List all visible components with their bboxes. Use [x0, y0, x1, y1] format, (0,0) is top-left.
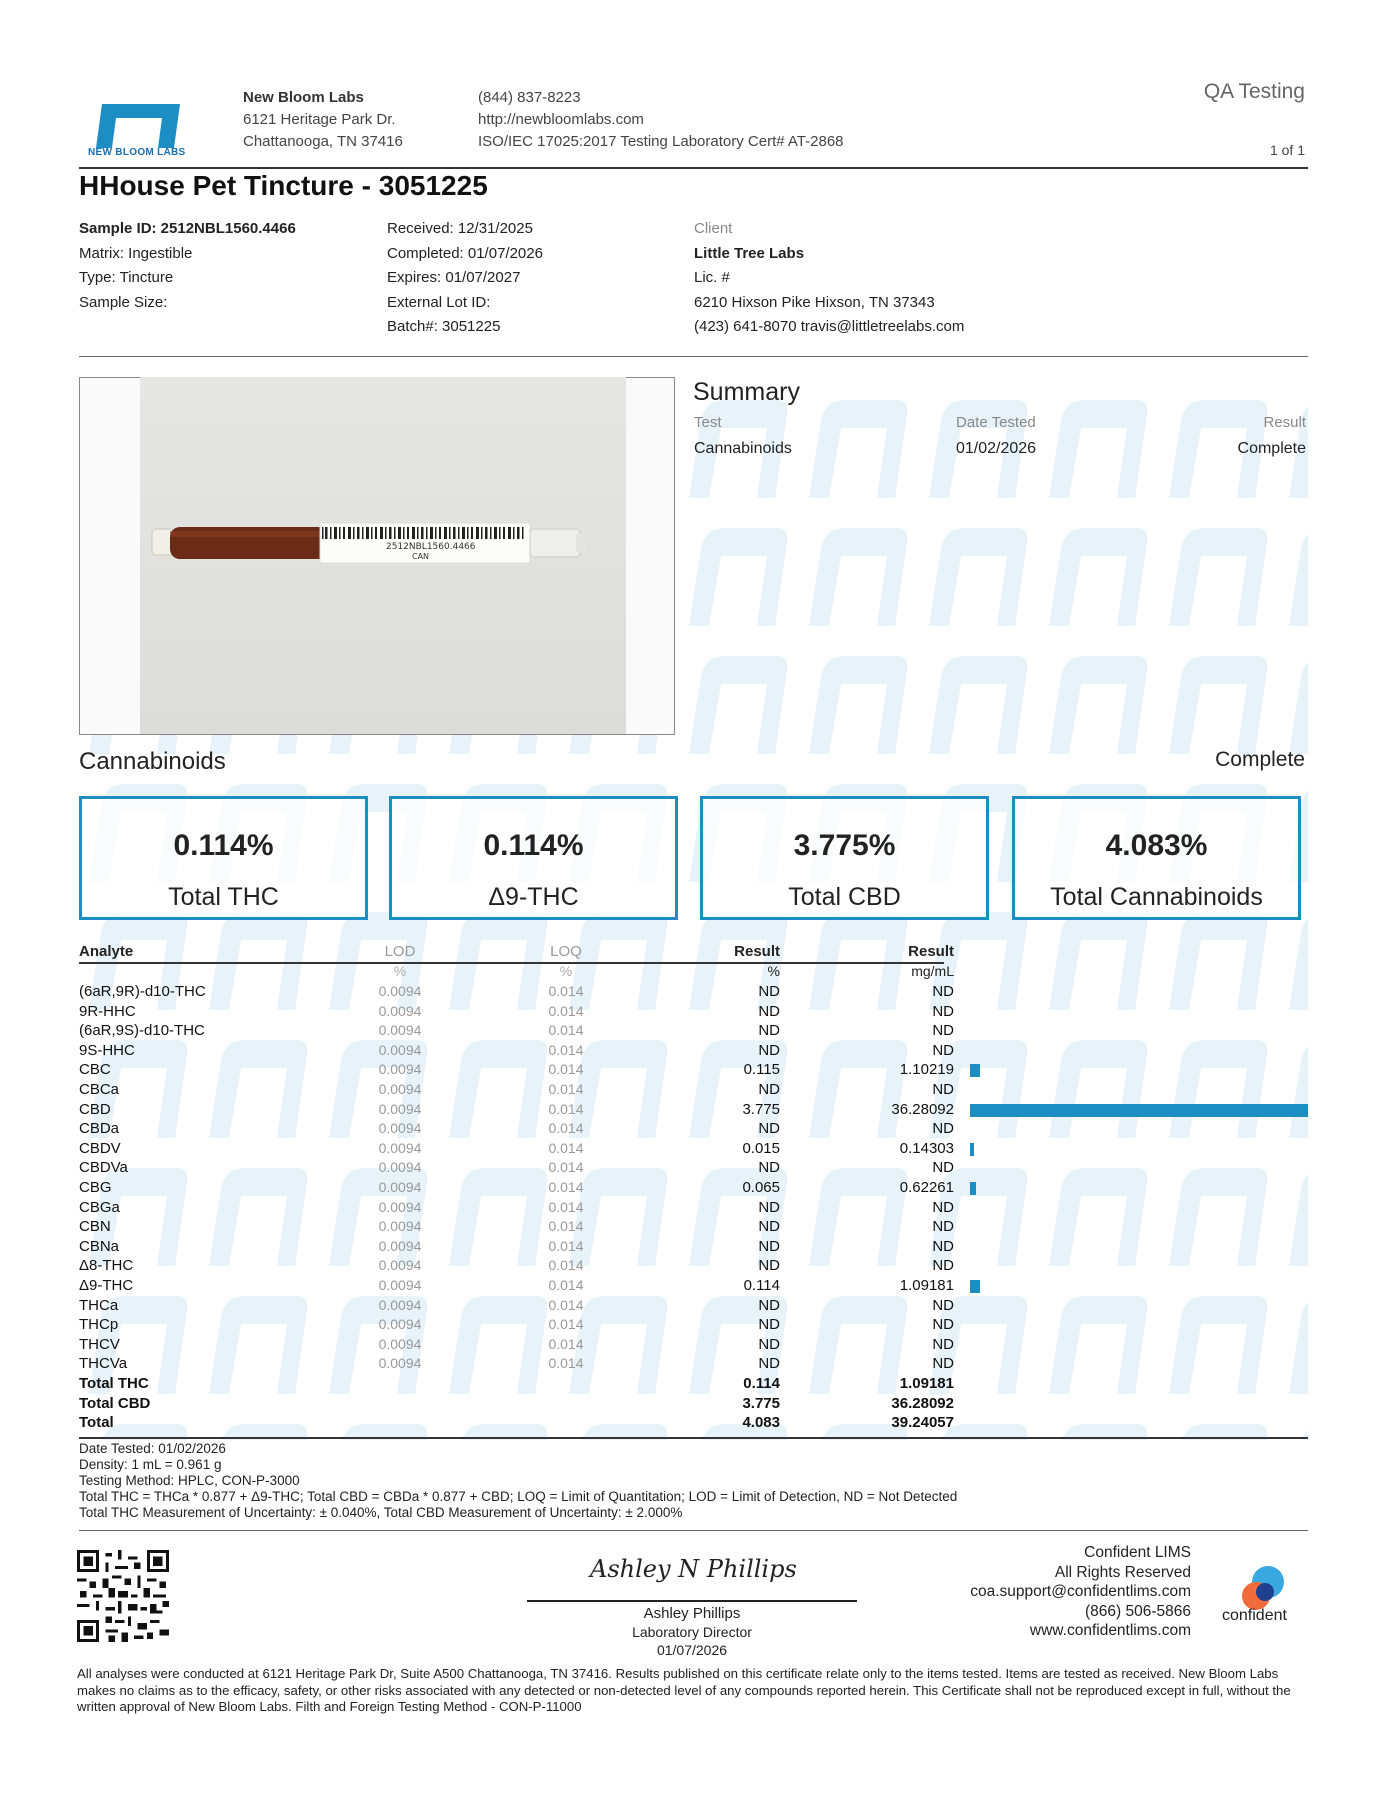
analyte-name: THCV [79, 1335, 120, 1353]
result-bar [970, 1104, 1308, 1117]
d9-thc-tile [389, 796, 678, 920]
table-bottom-divider [79, 1437, 1308, 1439]
tile-value: 4.083% [1105, 829, 1208, 862]
sample-info [79, 217, 296, 315]
sample-id: Sample ID: 2512NBL1560.4466 [79, 220, 296, 237]
lab-certification: ISO/IEC 17025:2017 Testing Laboratory Cert# AT-2868 [478, 133, 844, 150]
result-mg-per-ml: ND [932, 1022, 954, 1040]
lod-value: 0.0094 [378, 1022, 422, 1039]
table-total-row [0, 1394, 1391, 1414]
table-row [0, 1041, 1391, 1061]
summary-title: Summary [693, 378, 800, 406]
loq-value: 0.014 [548, 1120, 584, 1137]
lab-phone: (844) 837-8223 [478, 89, 581, 106]
result-mg-per-ml: ND [932, 1355, 954, 1373]
received-date: Received: 12/31/2025 [387, 220, 533, 237]
result-mg-per-ml: ND [932, 1002, 954, 1020]
result-bar [970, 1280, 980, 1293]
loq-value: 0.014 [548, 1061, 584, 1078]
loq-value: 0.014 [548, 1002, 584, 1019]
lod-value: 0.0094 [378, 1179, 422, 1195]
result-mg-per-ml: ND [932, 1198, 954, 1216]
loq-value: 0.014 [548, 1335, 584, 1352]
analyte-name: (6aR,9R)-d10-THC [79, 983, 206, 1000]
lab-website: http://newbloomlabs.com [478, 111, 644, 128]
result-mg-per-ml: 1.09181 [899, 1277, 954, 1294]
loq-value: 0.014 [548, 1355, 584, 1372]
result-mg-per-ml: ND [932, 1041, 954, 1059]
barcode-id: 2512NBL1560.4466 [386, 542, 476, 552]
result-mg-per-ml: ND [932, 1159, 954, 1177]
qr-code [77, 1550, 169, 1642]
analyte-name: CBG [79, 1179, 112, 1196]
lod-value: 0.0094 [378, 1316, 422, 1333]
result-percent: ND [758, 1159, 780, 1177]
lod-value: 0.0094 [378, 1120, 422, 1137]
lod-value: 0.0094 [378, 1139, 422, 1156]
result-percent: ND [758, 1198, 780, 1216]
notes-uncertainty: Total THC Measurement of Uncertainty: ± 0.040%, Total CBD Measurement of Uncertainty: ± 2.000% [79, 1505, 683, 1520]
analyte-name: THCVa [79, 1355, 128, 1373]
lab-address-line1: 6121 Heritage Park Dr. [243, 111, 396, 128]
result-percent: ND [758, 1120, 780, 1138]
client-name: Little Tree Labs [694, 244, 805, 262]
table-row [0, 1354, 1391, 1374]
analyte-name: CBD [79, 1100, 111, 1118]
loq-value: 0.014 [548, 1022, 584, 1039]
analyte-name: Δ8-THC [79, 1257, 134, 1275]
summary-test: Cannabinoids [694, 440, 792, 457]
disclaimer: All analyses were conducted at 6121 Heritage Park Dr, Suite A500 Chattanooga, TN 37416. Results published on this certificate relate only to the items tested. Items are tested as received. New Bloom Labs makes no claims as to the efficacy, safety, or other risks associated with any detected or non-detected level of any compounds reported herein. This Certificate shall not be reproduced except in full, without the written approval of New Bloom Labs. Filth and Foreign Testing Method - CON-P-11000 [77, 1666, 1291, 1714]
loq-value: 0.014 [548, 983, 584, 999]
signatory-name: Ashley Phillips [643, 1605, 741, 1622]
result-percent: ND [758, 1081, 780, 1098]
result-percent: ND [758, 1041, 780, 1059]
unit-lod: % [393, 963, 407, 979]
result-percent: ND [758, 1316, 780, 1334]
lod-value: 0.0094 [378, 1257, 422, 1274]
analyte-name: Δ9-THC [79, 1277, 134, 1294]
loq-value: 0.014 [548, 1218, 584, 1235]
result-percent: ND [758, 1296, 780, 1314]
loq-value: 0.014 [548, 1081, 584, 1097]
summary-date: 01/02/2026 [956, 440, 1037, 457]
result-mg-per-ml: 1.10219 [899, 1061, 954, 1079]
result-bar [970, 1064, 980, 1077]
lod-value: 0.0094 [378, 1335, 422, 1352]
lab-address-block [243, 87, 403, 153]
tile-label: Total THC [168, 883, 279, 911]
lims-email: coa.support@confidentlims.com [970, 1583, 1191, 1600]
client-info [694, 217, 964, 340]
result-percent: ND [758, 1237, 780, 1255]
analyte-name: (6aR,9S)-d10-THC [79, 1022, 205, 1040]
notes-date-tested: Date Tested: 01/02/2026 [79, 1441, 226, 1456]
lod-value: 0.0094 [378, 1041, 422, 1058]
table-row [0, 1060, 1391, 1080]
table-total-row [0, 1413, 1391, 1433]
result-mg-per-ml: 1.09181 [899, 1375, 954, 1392]
result-bar [970, 1182, 976, 1195]
lims-rights: All Rights Reserved [1054, 1563, 1191, 1581]
lod-value: 0.0094 [378, 1061, 422, 1078]
analyte-name: Total THC [79, 1375, 149, 1392]
result-mg-per-ml: ND [932, 1257, 954, 1275]
header-result-mg: Result [908, 943, 954, 960]
result-mg-per-ml: ND [932, 1316, 954, 1334]
total-cannabinoids-tile [1012, 796, 1301, 920]
total-cbd-tile [700, 796, 989, 920]
result-mg-per-ml: ND [932, 1218, 954, 1236]
tile-label: Total Cannabinoids [1050, 883, 1263, 911]
lod-value: 0.0094 [378, 1100, 422, 1117]
table-row [0, 1315, 1391, 1335]
result-percent: 0.115 [743, 1061, 780, 1079]
loq-value: 0.014 [548, 1257, 584, 1274]
tile-value: 0.114% [173, 829, 274, 862]
analyte-name: CBGa [79, 1198, 120, 1216]
syringe-image [140, 377, 626, 734]
result-percent: ND [758, 1335, 780, 1353]
result-mg-per-ml: 0.62261 [899, 1179, 954, 1196]
page-number: 1 of 1 [1269, 142, 1305, 158]
signature-line [527, 1600, 857, 1602]
table-row [0, 1002, 1391, 1022]
analyte-name: THCp [79, 1316, 119, 1334]
director-signature [580, 1545, 810, 1590]
barcode-tag: CAN [412, 552, 430, 561]
signature-date: 01/07/2026 [656, 1642, 728, 1658]
sample-size: Sample Size: [79, 293, 168, 311]
table-row [0, 1237, 1391, 1257]
notes-formula: Total THC = THCa * 0.877 + Δ9-THC; Total CBD = CBDa * 0.877 + CBD; LOQ = Limit of Quantitation; LOD = Limit of Detection, ND = Not Detected [79, 1489, 958, 1504]
lod-value: 0.0094 [378, 1218, 422, 1235]
result-percent: ND [758, 1022, 780, 1040]
loq-value: 0.014 [548, 1277, 584, 1293]
lod-value: 0.0094 [378, 1237, 422, 1254]
result-percent: 0.114 [743, 1375, 780, 1392]
loq-value: 0.014 [548, 1179, 584, 1195]
expires-date: Expires: 01/07/2027 [387, 269, 521, 286]
unit-loq: % [559, 963, 573, 979]
result-mg-per-ml: 36.28092 [891, 1100, 954, 1118]
table-row [0, 1178, 1391, 1198]
result-percent: ND [758, 1355, 780, 1373]
result-mg-per-ml: ND [932, 1120, 954, 1138]
test-notes [79, 1441, 957, 1521]
client-license: Lic. # [694, 269, 730, 286]
analyte-name: CBDV [79, 1139, 121, 1157]
loq-value: 0.014 [548, 1100, 584, 1117]
client-address: 6210 Hixson Pike Hixson, TN 37343 [694, 293, 935, 311]
report-type: QA Testing [1203, 80, 1305, 103]
info-divider [79, 356, 1308, 357]
loq-value: 0.014 [548, 1041, 584, 1058]
table-row [0, 1296, 1391, 1316]
lims-name: Confident LIMS [1084, 1544, 1191, 1561]
analyte-name: CBDVa [79, 1159, 128, 1177]
cannabinoids-title: Cannabinoids [79, 748, 226, 775]
sample-matrix: Matrix: Ingestible [79, 244, 193, 262]
lod-value: 0.0094 [378, 1081, 422, 1097]
loq-value: 0.014 [548, 1237, 584, 1254]
result-percent: 0.015 [742, 1139, 780, 1157]
table-row [0, 1021, 1391, 1041]
header-lod: LOD [384, 943, 416, 960]
result-mg-per-ml: ND [932, 1081, 954, 1098]
analyte-name: 9R-HHC [79, 1002, 136, 1020]
result-mg-per-ml: ND [932, 1237, 954, 1255]
summary-header-result: Result [1263, 414, 1306, 431]
notes-divider [79, 1530, 1308, 1531]
sample-dates [387, 217, 543, 340]
table-row [0, 1139, 1391, 1159]
lod-value: 0.0094 [378, 1277, 422, 1293]
summary-header-date: Date Tested [956, 414, 1036, 431]
unit-result-pct: % [767, 963, 780, 979]
table-row [0, 1217, 1391, 1237]
result-mg-per-ml: ND [932, 1335, 954, 1353]
lod-value: 0.0094 [378, 1159, 422, 1176]
tile-label: Δ9-THC [488, 883, 579, 911]
sample-type: Type: Tincture [79, 269, 174, 286]
result-mg-per-ml: ND [932, 1296, 954, 1314]
result-percent: ND [758, 1218, 780, 1236]
table-row [0, 1080, 1391, 1100]
result-percent: 0.114 [743, 1277, 780, 1294]
table-row [0, 1119, 1391, 1139]
lod-value: 0.0094 [378, 1296, 422, 1313]
lod-value: 0.0094 [378, 1198, 422, 1215]
analyte-name: CBN [79, 1218, 111, 1236]
external-lot-id: External Lot ID: [387, 293, 491, 311]
analyte-name: CBC [79, 1061, 111, 1079]
lims-website: www.confidentlims.com [1029, 1622, 1191, 1639]
lims-contact-block [970, 1543, 1191, 1641]
table-row [0, 1198, 1391, 1218]
table-row [0, 1256, 1391, 1276]
result-mg-per-ml: 36.28092 [891, 1394, 954, 1412]
result-mg-per-ml: ND [932, 983, 954, 1000]
table-total-row [0, 1374, 1391, 1394]
result-percent: 3.775 [742, 1100, 780, 1118]
result-percent: 0.065 [742, 1179, 780, 1196]
result-bar [970, 1143, 974, 1156]
lab-name: New Bloom Labs [243, 89, 364, 106]
sample-photo [140, 377, 626, 734]
lab-address-line2: Chattanooga, TN 37416 [243, 133, 403, 150]
summary-result: Complete [1237, 440, 1306, 457]
result-mg-per-ml: 0.14303 [899, 1139, 954, 1157]
cannabinoids-status: Complete [1215, 748, 1305, 771]
result-percent: ND [758, 983, 780, 1000]
analyte-name: Total CBD [79, 1394, 151, 1412]
header-loq: LOQ [550, 943, 582, 960]
unit-result-mg: mg/mL [911, 963, 954, 979]
tile-label: Total CBD [788, 883, 901, 911]
analyte-name: CBDa [79, 1120, 120, 1138]
loq-value: 0.014 [548, 1198, 584, 1215]
page-title: HHouse Pet Tincture - 3051225 [79, 170, 488, 201]
table-row [0, 1276, 1391, 1296]
result-percent: ND [758, 1002, 780, 1020]
signatory-title: Laboratory Director [632, 1624, 752, 1640]
result-percent: 3.775 [742, 1394, 780, 1412]
result-mg-per-ml: 39.24057 [891, 1414, 954, 1432]
confident-logo-text: confident [1222, 1607, 1287, 1624]
analyte-name: Total [79, 1414, 114, 1432]
total-thc-tile [79, 796, 368, 920]
tile-value: 0.114% [483, 829, 584, 862]
table-row [0, 1100, 1391, 1120]
analyte-name: CBNa [79, 1237, 120, 1255]
notes-method: Testing Method: HPLC, CON-P-3000 [79, 1473, 300, 1488]
loq-value: 0.014 [548, 1316, 584, 1333]
client-label: Client [694, 220, 733, 237]
batch-number: Batch#: 3051225 [387, 318, 501, 335]
completed-date: Completed: 01/07/2026 [387, 244, 543, 262]
notes-density: Density: 1 mL = 0.961 g [79, 1457, 222, 1472]
tile-value: 3.775% [793, 829, 896, 862]
analyte-name: 9S-HHC [79, 1041, 135, 1059]
client-contact: (423) 641-8070 travis@littletreelabs.com [694, 318, 965, 335]
analyte-name: THCa [79, 1296, 119, 1314]
table-row [0, 1335, 1391, 1355]
lims-phone: (866) 506-5866 [1085, 1602, 1191, 1620]
lod-value: 0.0094 [378, 983, 422, 999]
lod-value: 0.0094 [378, 1002, 422, 1019]
loq-value: 0.014 [548, 1159, 584, 1176]
loq-value: 0.014 [548, 1139, 584, 1156]
result-percent: 4.083 [742, 1414, 780, 1432]
header-analyte: Analyte [79, 943, 134, 960]
result-percent: ND [758, 1257, 780, 1275]
table-header-divider [79, 962, 944, 964]
analyte-name: CBCa [79, 1081, 120, 1098]
summary-header-test: Test [694, 414, 722, 431]
lab-contact-block [478, 87, 844, 153]
lod-value: 0.0094 [378, 1355, 422, 1372]
header-result-pct: Result [734, 943, 780, 960]
loq-value: 0.014 [548, 1296, 584, 1313]
table-row [0, 1158, 1391, 1178]
logo-text: NEW BLOOM LABS [88, 147, 186, 158]
table-row [0, 982, 1391, 1002]
signature-script: Ashley N Phillips [590, 1555, 797, 1583]
header-divider [79, 167, 1308, 169]
